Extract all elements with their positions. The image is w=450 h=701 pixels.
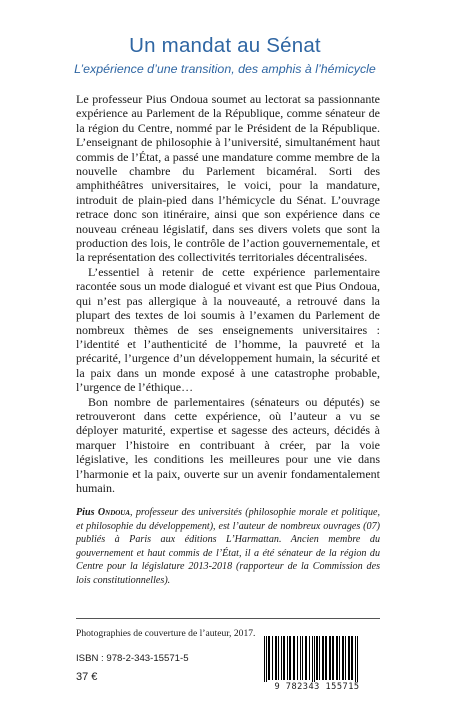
barcode-bar [357, 636, 358, 688]
barcode-bar [305, 636, 307, 680]
barcode [258, 636, 376, 694]
book-title: Un mandat au Sénat [129, 34, 321, 57]
summary-paragraph-3: Bon nombre de parlementaires (sénateurs ou députés) se retrouveront dans cette expérience, où l’auteur a vu se déployer maturité, expertise et sagesse des acteurs, décidés à marquer l’histoire en contribuant à créer, par la voie législative, les conditions les meilleures pour une vie dans l’harmonie et la paix, ouverte sur un avenir fondamentalement humain. [76, 394, 380, 495]
barcode-bar [283, 636, 285, 680]
photo-credits: Photographies de couverture de l’auteur, 2017. [76, 628, 256, 639]
back-cover-summary [76, 92, 380, 495]
barcode-bar [336, 636, 338, 680]
barcode-bar [297, 636, 298, 680]
author-first-name: Pius [76, 507, 95, 518]
barcode-bar [319, 636, 320, 680]
barcode-bar [348, 636, 350, 680]
barcode-bar [329, 636, 331, 680]
barcode-bar [268, 636, 270, 680]
author-bio [76, 506, 380, 587]
divider-rule [76, 618, 380, 619]
barcode-bar [300, 636, 301, 680]
price: 37 € [76, 671, 98, 683]
barcode-bar [322, 636, 324, 680]
barcode-bar [355, 636, 356, 688]
author-bio-text: , professeur des universités (philosophie morale et politique, et philosophie du développement), est l’auteur de nombreux ouvrages (07) publiés à Paris aux éditions L’Harmattan. Ancien membre du gouvernement et haut commis de l’État, il a été sénateur de la région du Centre pour la législature 2013-2018 (rapporteur de la Commission des lois constitutionnelles). [76, 507, 380, 586]
barcode-bar [316, 636, 318, 680]
barcode-bar [264, 636, 265, 688]
barcode-bar [342, 636, 344, 680]
author-name [76, 507, 130, 518]
barcode-bar [325, 636, 327, 680]
barcode-bar [289, 636, 291, 680]
barcode-bar [275, 636, 277, 680]
barcode-bar [332, 636, 334, 680]
isbn: ISBN : 978-2-343-15571-5 [76, 653, 189, 664]
barcode-bar [309, 636, 310, 680]
barcode-bar [281, 636, 282, 680]
summary-paragraph-1: Le professeur Pius Ondoua soumet au lectorat sa passionnante expérience au Parlement de la République, comme sénateur de la région du Centre, nommé par le Président de la République. L’enseignant de philosophie à l’université, simultanément haut commis de l’État, a passé une mandature comme membre de la nouvelle chambre du Parlement bicaméral. Sorti des amphithéâtres universitaires, le voici, pour la mandature, introduit de plain-pied dans l’hémicycle du Sénat. L’ouvrage retrace donc son itinéraire, ainsi que son expérience dans ce nouveau créneau législatif, dans ses divers volets que sont la production des lois, le contrôle de l’action gouvernementale, et la représentation des collectivités territoriales décentralisées. [76, 92, 380, 265]
book-subtitle: L’expérience d’une transition, des amphis à l’hémicycle [74, 62, 376, 76]
barcode-bar [278, 636, 279, 680]
barcode-bar [293, 636, 295, 680]
barcode-bar [351, 636, 353, 680]
barcode-bar [314, 636, 315, 688]
barcode-bar [287, 636, 288, 680]
barcode-bar [266, 636, 267, 688]
barcode-bar [272, 636, 273, 680]
barcode-bar [312, 636, 313, 688]
barcode-digits: 9 782343 155715 [258, 682, 376, 692]
barcode-bar [345, 636, 346, 680]
barcode-bar [302, 636, 303, 680]
barcode-bar [339, 636, 340, 680]
author-last-name: Ondoua [97, 507, 131, 518]
summary-paragraph-2: L’essentiel à retenir de cette expérience parlementaire racontée sous un mode dialogué et vivant est que Pius Ondoua, qui n’est pas allergique à la nouveauté, a retrouvé dans la plupart des textes de loi soumis à l’examen du Parlement de nombreux thèmes de ses enseignements universitaires : l’identité et l’authenticité de l’homme, la pauvreté et la précarité, l’urgence d’un développement humain, la sécurité et la paix dans un monde exposé à une catastrophe probable, l’urgence de l’éthique… [76, 264, 380, 395]
